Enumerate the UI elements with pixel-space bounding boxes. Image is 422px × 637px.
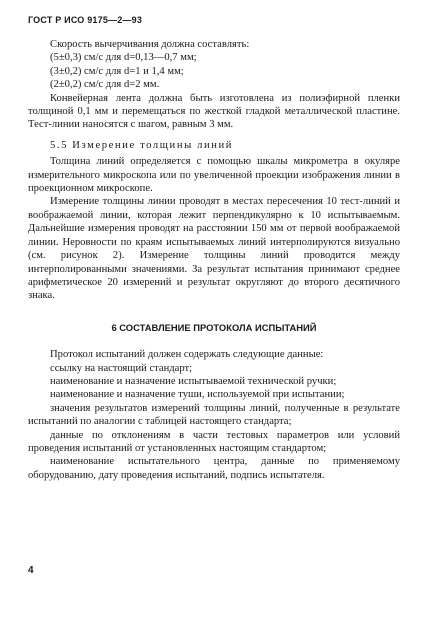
speed-list: [28, 51, 400, 91]
speed-item: (2±0,2) см/с для d=2 мм.: [50, 79, 160, 91]
protocol-item: данные по отклонениям в части тестовых параметров или условий проведения испытаний от установленных настоящим стандартом;: [28, 429, 400, 454]
protocol-item: наименование испытательного центра, данные по применяемому оборудованию, дату проведения испытаний, подпись испытателя.: [28, 456, 400, 481]
standard-header: ГОСТ Р ИСО 9175—2—93: [28, 15, 143, 25]
section-title: 6 СОСТАВЛЕНИЕ ПРОТОКОЛА ИСПЫТАНИЙ: [111, 321, 317, 333]
page-number: 4: [28, 565, 34, 576]
protocol-item: значения результатов измерений толщины линий, полученные в результате испытаний по аналогии с таблицей настоящего стандарта;: [28, 402, 400, 428]
protocol-item: ссылку на настоящий стандарт;: [50, 362, 193, 374]
measurement-paragraph: Измерение толщины линии проводят в местах пересечения 10 тест-линий и воображаемой линии, которая лежит перпендикулярно к 10 испытываемым. Дальнейшие измерения проводят на расстоянии 150 мм от первой воображаемой линии. Неровности по краям испытываемых линий интерполируются визуально (см. рисунок 2). Измерение толщины линий проводится между интерполированными значениями. За результат испытания принимают среднее арифметическое 20 измерений и результат округляют до второго десятичного знака.: [28, 196, 400, 302]
belt-paragraph: Конвейерная лента должна быть изготовлена из полиэфирной пленки толщиной 0,1 мм и перемещаться по жесткой гладкой металлической пластине. Тест-линии наносятся с шагом, равным 3 мм.: [28, 92, 400, 131]
protocol-item: наименование и назначение испытываемой технической ручки;: [50, 375, 337, 387]
subsection-title: 5.5 Измерение толщины линий: [50, 139, 234, 151]
page-body: [28, 38, 400, 482]
protocol-item: Протокол испытаний должен содержать следующие данные:: [50, 349, 324, 361]
protocol-item: наименование и назначение туши, используемой при испытании;: [50, 389, 345, 401]
speed-item: (3±0,2) см/с для d=1 и 1,4 мм;: [50, 65, 184, 77]
measurement-paragraph: Толщина линий определяется с помощью шкалы микрометра в окуляре измерительного микроскопа или по увеличенной проекции изображения линии в проекционном микроскопе.: [28, 156, 400, 195]
speed-item: (5±0,3) см/с для d=0,13—0,7 мм;: [50, 52, 197, 64]
speed-intro: Скорость вычерчивания должна составлять:: [50, 39, 250, 50]
